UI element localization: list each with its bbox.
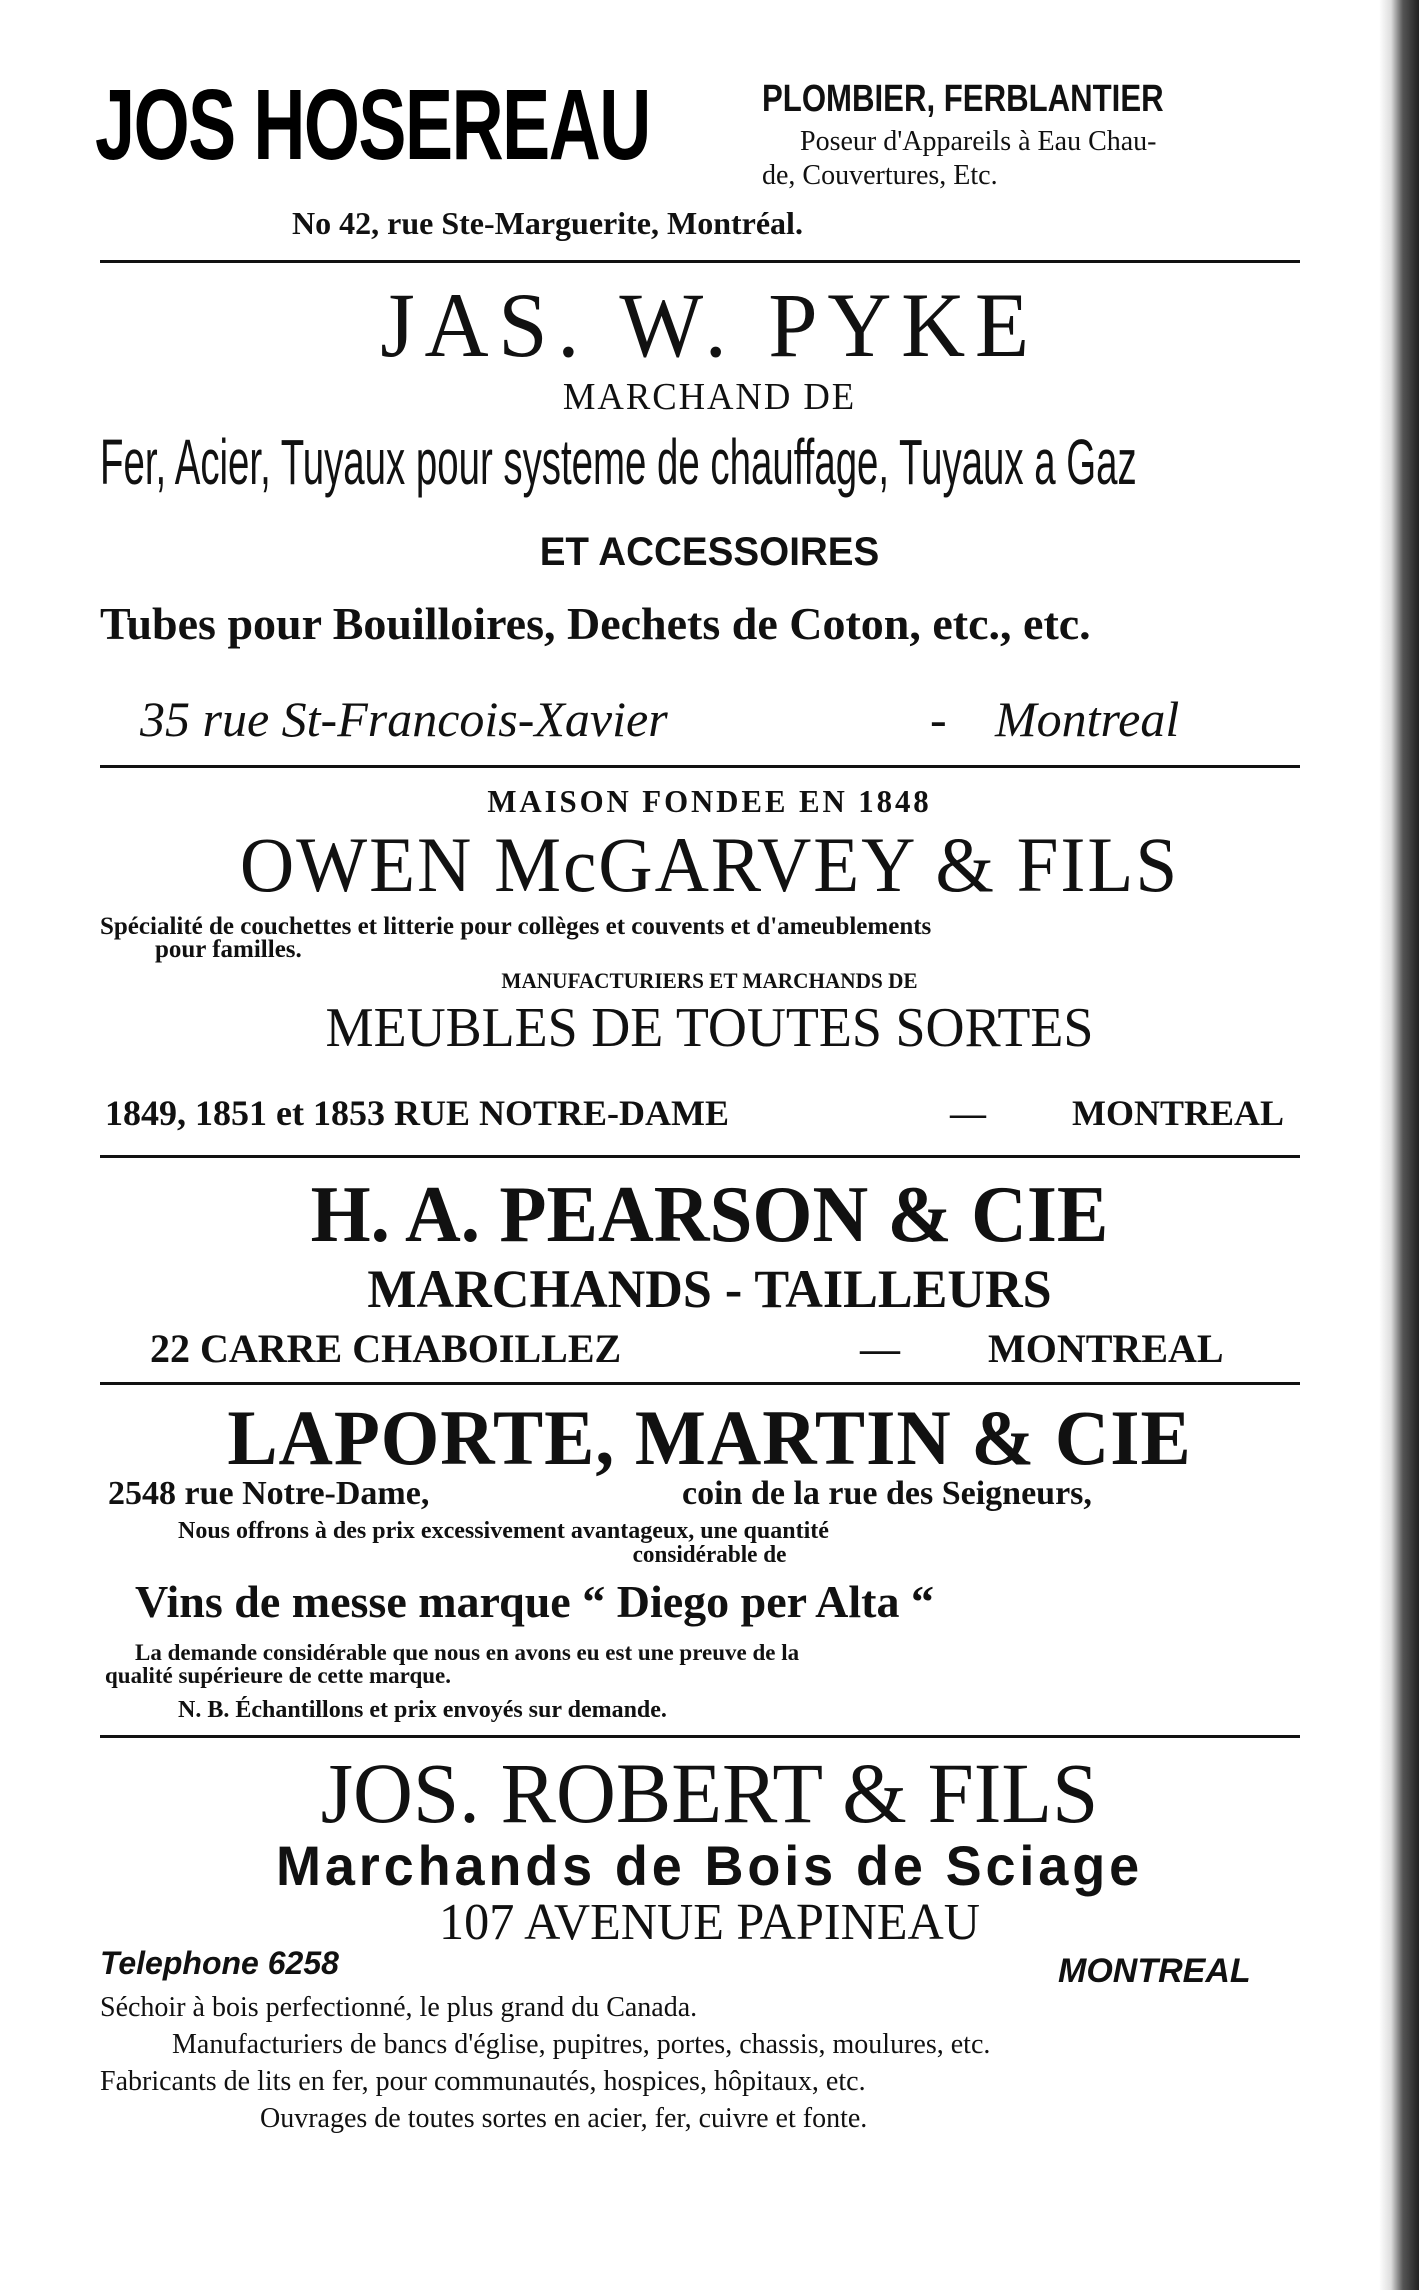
mcgarvey-name: OWEN McGARVEY & FILS xyxy=(239,821,1180,908)
robert-line-4: Ouvrages de toutes sortes en acier, fer, cuivre et fonte. xyxy=(260,2103,868,2134)
pearson-trade: MARCHANDS - TAILLEURS xyxy=(367,1259,1052,1319)
mcgarvey-city: MONTREAL xyxy=(1072,1093,1285,1133)
pyke-subtitle: MARCHAND DE xyxy=(562,376,857,418)
robert-line-3: Fabricants de lits en fer, pour communautés, hospices, hôpitaux, etc. xyxy=(100,2066,866,2097)
laporte-demand-2: qualité supérieure de cette marque. xyxy=(105,1663,452,1688)
laporte-street: 2548 rue Notre-Dame, xyxy=(108,1475,430,1512)
mcgarvey-founded: MAISON FONDEE EN 1848 xyxy=(487,783,932,819)
robert-street: 107 AVENUE PAPINEAU xyxy=(439,1894,980,1951)
divider-2 xyxy=(100,765,1300,768)
pyke-dash: - xyxy=(930,691,947,747)
laporte-nb: N. B. Échantillons et prix envoyés sur demande. xyxy=(178,1697,667,1723)
laporte-corner: coin de la rue des Seigneurs, xyxy=(682,1475,1092,1512)
pyke-tubes: Tubes pour Bouilloires, Dechets de Coton, etc., etc. xyxy=(100,598,1091,649)
mcgarvey-spec-1: Spécialité de couchettes et litterie pour collèges et couvents et d'ameublements xyxy=(100,913,932,940)
laporte-demand-1: La demande considérable que nous en avons eu est une preuve de la xyxy=(135,1640,800,1665)
laporte-offer-1: Nous offrons à des prix excessivement avantageux, une quantité xyxy=(178,1518,829,1544)
robert-name: JOS. ROBERT & FILS xyxy=(320,1745,1099,1841)
robert-trade: Marchands de Bois de Sciage xyxy=(275,1834,1144,1897)
hosereau-desc-2: de, Couvertures, Etc. xyxy=(762,160,998,191)
laporte-wine: Vins de messe marque “ Diego per Alta “ xyxy=(135,1576,935,1627)
divider-1 xyxy=(100,260,1300,263)
mcgarvey-spec-2: pour familles. xyxy=(155,936,302,963)
pyke-city: Montreal xyxy=(995,691,1180,747)
robert-phone: Telephone 6258 xyxy=(100,1945,339,1981)
robert-line-2: Manufacturiers de bancs d'église, pupitres, portes, chassis, moulures, etc. xyxy=(172,2029,991,2060)
robert-city: MONTREAL xyxy=(1058,1952,1251,1990)
hosereau-trade: PLOMBIER, FERBLANTIER xyxy=(762,78,1164,120)
mcgarvey-mfg: MANUFACTURIERS ET MARCHANDS DE xyxy=(501,968,918,993)
pyke-products: Fer, Acier, Tuyaux pour systeme de chauffage, Tuyaux a Gaz xyxy=(100,426,1137,498)
hosereau-name: JOS HOSEREAU xyxy=(95,69,650,181)
mcgarvey-meubles: MEUBLES DE TOUTES SORTES xyxy=(325,997,1094,1059)
pearson-street: 22 CARRE CHABOILLEZ xyxy=(150,1326,622,1371)
hosereau-desc-1: Poseur d'Appareils à Eau Chau- xyxy=(800,126,1157,157)
hosereau-address: No 42, rue Ste-Marguerite, Montréal. xyxy=(292,205,803,241)
divider-4 xyxy=(100,1382,1300,1385)
laporte-offer-2: considérable de xyxy=(632,1542,787,1568)
divider-3 xyxy=(100,1155,1300,1158)
divider-5 xyxy=(100,1735,1300,1738)
robert-line-1: Séchoir à bois perfectionné, le plus grand du Canada. xyxy=(100,1992,698,2023)
laporte-name: LAPORTE, MARTIN & CIE xyxy=(227,1394,1192,1481)
page-edge xyxy=(1379,0,1419,2290)
pyke-name: JAS. W. PYKE xyxy=(380,274,1039,376)
pyke-street: 35 rue St-Francois-Xavier xyxy=(140,691,668,747)
mcgarvey-dash: — xyxy=(950,1093,986,1133)
mcgarvey-street: 1849, 1851 et 1853 RUE NOTRE-DAME xyxy=(105,1093,729,1133)
pearson-dash: — xyxy=(860,1326,900,1371)
pearson-name: H. A. PEARSON & CIE xyxy=(310,1171,1109,1259)
pearson-city: MONTREAL xyxy=(988,1326,1224,1371)
pyke-accessories: ET ACCESSOIRES xyxy=(539,530,880,574)
